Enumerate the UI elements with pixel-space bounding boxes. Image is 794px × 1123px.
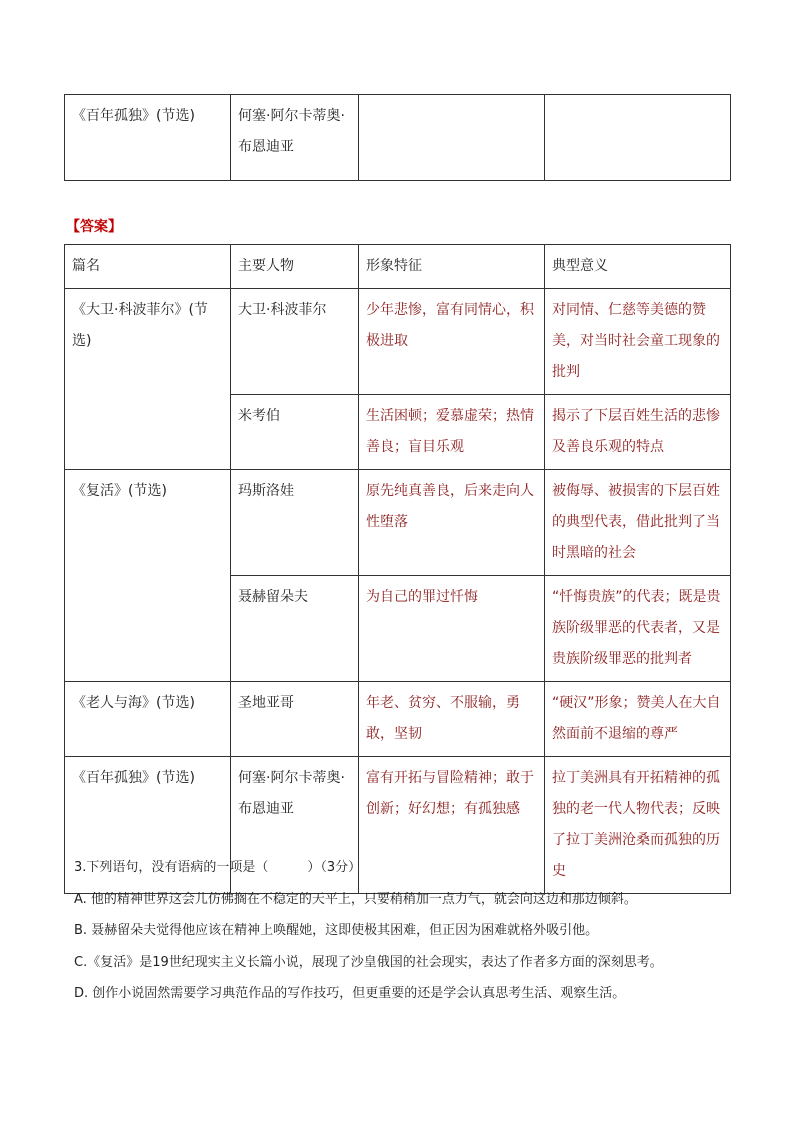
character-cell: 大卫·科波菲尔 xyxy=(231,289,359,395)
header-traits: 形象特征 xyxy=(359,245,545,289)
significance-cell: “硬汉”形象；赞美人在大自然面前不退缩的尊严 xyxy=(545,682,731,757)
title-cell: 《老人与海》(节选) xyxy=(65,682,231,757)
character-cell: 何塞·阿尔卡蒂奥·布恩迪亚 xyxy=(231,95,359,181)
character-cell: 圣地亚哥 xyxy=(231,682,359,757)
header-character: 主要人物 xyxy=(231,245,359,289)
title-cell: 《百年孤独》(节选) xyxy=(65,757,231,894)
character-cell: 玛斯洛娃 xyxy=(231,470,359,576)
answer-table xyxy=(64,244,731,894)
title-cell: 《复活》(节选) xyxy=(65,470,231,682)
table-row xyxy=(65,289,731,395)
traits-cell: 年老、贫穷、不服输，勇敢，坚韧 xyxy=(359,682,545,757)
header-significance: 典型意义 xyxy=(545,245,731,289)
option-c: C.《复活》是19世纪现实主义长篇小说，展现了沙皇俄国的社会现实，表达了作者多方面的深刻思考。 xyxy=(74,954,663,970)
table-row xyxy=(65,682,731,757)
traits-cell: 原先纯真善良，后来走向人性堕落 xyxy=(359,470,545,576)
traits-cell xyxy=(359,95,545,181)
option-a: A. 他的精神世界这会儿仿佛搁在不稳定的天平上，只要稍稍加一点力气，就会向这边和那边倾斜。 xyxy=(74,891,637,907)
traits-cell: 少年悲惨，富有同情心，积极进取 xyxy=(359,289,545,395)
title-cell: 《大卫·科波菲尔》(节选) xyxy=(65,289,231,470)
option-d: D. 创作小说固然需要学习典范作品的写作技巧，但更重要的还是学会认真思考生活、观察生活。 xyxy=(74,986,626,1001)
answer-label: 【答案】 xyxy=(66,219,122,235)
table-header-row xyxy=(65,245,731,289)
character-cell: 聂赫留朵夫 xyxy=(231,576,359,682)
header-title: 篇名 xyxy=(65,245,231,289)
option-b: B. 聂赫留朵夫觉得他应该在精神上唤醒她，这即使极其困难，但正因为困难就格外吸引他。 xyxy=(74,923,599,938)
character-cell: 何塞·阿尔卡蒂奥·布恩迪亚 xyxy=(231,757,359,894)
table-row xyxy=(65,95,731,181)
character-cell: 米考伯 xyxy=(231,395,359,470)
significance-cell: 对同情、仁慈等美德的赞美，对当时社会童工现象的批判 xyxy=(545,289,731,395)
character-table-continued xyxy=(64,94,731,181)
significance-cell: 揭示了下层百姓生活的悲惨及善良乐观的特点 xyxy=(545,395,731,470)
significance-cell: 被侮辱、被损害的下层百姓的典型代表，借此批判了当时黑暗的社会 xyxy=(545,470,731,576)
traits-cell: 生活困顿；爱慕虚荣；热情善良；盲目乐观 xyxy=(359,395,545,470)
title-cell: 《百年孤独》(节选) xyxy=(65,95,231,181)
significance-cell: 拉丁美洲具有开拓精神的孤独的老一代人物代表；反映了拉丁美洲沧桑而孤独的历史 xyxy=(545,757,731,894)
question-stem: 3.下列语句，没有语病的一项是（ ）（3分） xyxy=(74,860,362,875)
significance-cell xyxy=(545,95,731,181)
traits-cell: 为自己的罪过忏悔 xyxy=(359,576,545,682)
traits-cell: 富有开拓与冒险精神；敢于创新；好幻想；有孤独感 xyxy=(359,757,545,894)
question-3 xyxy=(74,852,734,1010)
significance-cell: “忏悔贵族”的代表；既是贵族阶级罪恶的代表者，又是贵族阶级罪恶的批判者 xyxy=(545,576,731,682)
table-row xyxy=(65,470,731,576)
